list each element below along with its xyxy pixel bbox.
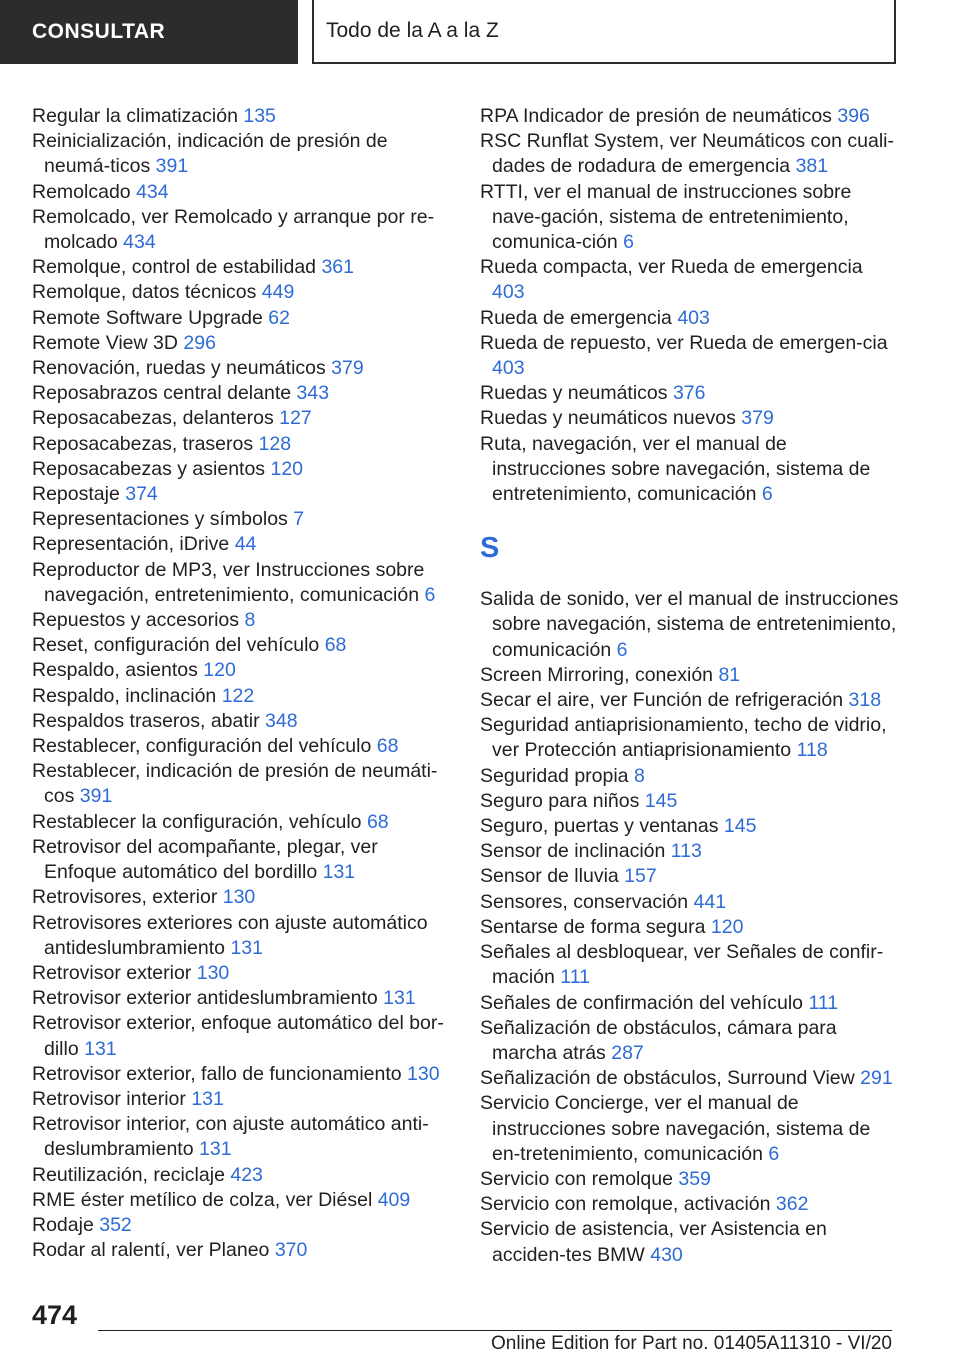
index-entry [32,1087,452,1112]
index-term: Retrovisor del acompañante, plegar, ver Enfoque automático del bordillo [32,835,378,884]
index-term: Representación, iDrive [32,533,230,556]
index-entry [32,507,452,532]
page-reference-link[interactable]: 130 [222,886,256,909]
index-entry [32,306,452,331]
page-reference-link[interactable]: 403 [492,281,525,304]
index-entry [32,1112,452,1162]
page-reference-link[interactable]: 361 [321,256,354,279]
index-term: Rueda compacta, ver Rueda de emergencia [480,256,863,279]
index-term: Seguridad antiaprisionamiento, techo de vidrio, ver Protección antiaprisionamiento [480,714,887,762]
index-term: Remolcado [32,180,131,203]
index-term: Restablecer, indicación de presión de neumáti-cos [32,760,438,808]
page-reference-link[interactable]: 343 [296,382,330,405]
index-term: Reposacabezas y asientos [32,457,266,480]
index-term: Señales de confirmación del vehículo [480,991,804,1014]
page-reference-link[interactable]: 359 [678,1167,711,1190]
page-reference-link[interactable]: 449 [261,281,295,304]
page-reference-link[interactable]: 122 [221,684,255,707]
index-entry [480,864,900,889]
index-entry [32,684,452,709]
index-entry [480,713,900,763]
index-term: Ruta, navegación, ver el manual de instrucciones sobre navegación, sistema de entretenimiento, comunicación [480,432,871,506]
page-reference-link[interactable]: 6 [761,483,773,506]
index-term: Señalización de obstáculos, Surround View [480,1067,855,1090]
index-entry [480,381,900,406]
index-entry [480,814,900,839]
index-entry [32,961,452,986]
index-entry [32,406,452,431]
index-entry [32,1163,452,1188]
index-term: Servicio con remolque [480,1167,673,1190]
page-reference-link[interactable]: 6 [424,583,436,606]
page-reference-link[interactable]: 287 [611,1041,644,1064]
index-entry [480,1066,900,1091]
page-reference-link[interactable]: 370 [274,1239,308,1262]
index-entry [32,734,452,759]
page-reference-link[interactable]: 381 [795,155,829,178]
page-reference-link[interactable]: 81 [718,663,741,686]
index-term: Respaldo, inclinación [32,684,217,707]
index-term: Sentarse de forma segura [480,915,706,938]
index-column-left [32,104,452,1263]
page-reference-link[interactable]: 403 [492,357,525,380]
page-reference-link[interactable]: 130 [407,1062,440,1085]
index-term: RSC Runflat System, ver Neumáticos con cuali-dades de rodadura de emergencia [480,130,894,178]
section-letter-s: S [480,532,500,565]
index-entry [32,356,452,381]
index-term: Retrovisores exteriores con ajuste automático antideslumbramiento [32,911,428,959]
index-term: Retrovisor exterior [32,961,192,984]
index-term: Reposacabezas, traseros [32,432,254,455]
index-term: Retrovisor interior [32,1087,186,1110]
page-reference-link[interactable]: 68 [366,810,389,833]
index-term: Renovación, ruedas y neumáticos [32,357,326,380]
index-entry [32,608,452,633]
index-entry [480,1167,900,1192]
index-term: Rodar al ralentí, ver Planeo [32,1239,270,1262]
index-term: Retrovisor exterior, fallo de funcionamiento [32,1062,402,1085]
index-term: Sensor de inclinación [480,840,666,863]
index-entry [480,663,900,688]
page-reference-link[interactable]: 8 [633,764,645,787]
page-reference-link[interactable]: 318 [848,689,882,712]
index-term: Screen Mirroring, conexión [480,663,714,686]
page-reference-link[interactable]: 441 [693,890,727,913]
index-term: Retrovisor exterior, enfoque automático del bor-dillo [32,1012,444,1060]
index-entry [32,911,452,961]
index-term: Retrovisor exterior antideslumbramiento [32,987,378,1010]
page-reference-link[interactable]: 127 [279,407,312,430]
index-entry [32,1188,452,1213]
index-entry [32,633,452,658]
page-reference-link[interactable]: 396 [837,105,870,127]
index-entry [480,406,900,431]
index-group-r [480,104,900,507]
page-reference-link[interactable]: 131 [84,1037,117,1060]
index-term: Respaldo, asientos [32,659,198,682]
page-reference-link[interactable]: 111 [808,991,839,1014]
index-entry [480,104,900,129]
index-entry [480,890,900,915]
page-reference-link[interactable]: 135 [243,105,276,127]
index-term: Reposabrazos central delante [32,382,292,405]
page-header [0,0,960,66]
index-term: Servicio de asistencia, ver Asistencia en acciden-tes BMW [480,1218,827,1266]
page-reference-link[interactable]: 44 [234,533,257,556]
index-term: RPA Indicador de presión de neumáticos [480,105,832,127]
section-tab [0,0,298,64]
page-reference-link[interactable]: 296 [183,331,216,354]
index-term: Repuestos y accesorios [32,609,240,632]
index-term: Seguro, puertas y ventanas [480,815,719,838]
index-entry [32,1213,452,1238]
index-entry [480,915,900,940]
page-reference-link[interactable]: 391 [155,155,189,178]
index-group-s [480,587,900,1267]
page-reference-link[interactable]: 145 [723,815,757,838]
page-reference-link[interactable]: 130 [196,961,230,984]
index-term: Repostaje [32,483,120,506]
index-term: Ruedas y neumáticos nuevos [480,407,736,430]
page-reference-link[interactable]: 113 [670,840,702,863]
index-term: Rueda de emergencia [480,306,672,329]
index-entry [32,558,452,608]
index-term: Secar el aire, ver Función de refrigeración [480,689,844,712]
index-entry [32,658,452,683]
index-entry [32,432,452,457]
page-reference-link[interactable]: 362 [775,1193,809,1216]
page-reference-link[interactable]: 434 [123,231,156,254]
page-reference-link[interactable]: 120 [203,659,236,682]
page-number: 474 [32,1300,78,1330]
index-term: Restablecer, configuración del vehículo [32,735,372,758]
index-entry [32,104,452,129]
index-term: Remolcado, ver Remolcado y arranque por re-molcado [32,205,435,254]
index-entry [32,532,452,557]
index-term: Remolque, control de estabilidad [32,256,317,279]
index-term: Sensor de lluvia [480,865,619,888]
page-reference-link[interactable]: 379 [331,357,364,380]
index-entry [480,940,900,990]
index-term: Señalización de obstáculos, cámara para marcha atrás [480,1016,837,1064]
index-term: Retrovisor interior, con ajuste automático anti-deslumbramiento [32,1113,429,1161]
index-term: Salida de sonido, ver el manual de instrucciones sobre navegación, sistema de entretenimiento, comunicación [480,588,899,661]
index-term: Rueda de repuesto, ver Rueda de emergen-cia [480,331,888,354]
index-entry [32,835,452,885]
index-entry [480,129,900,179]
page-reference-link[interactable]: 6 [768,1142,780,1165]
page-reference-link[interactable]: 118 [796,739,828,762]
index-entry [32,381,452,406]
index-entry [32,885,452,910]
index-entry [32,482,452,507]
index-term: Servicio con remolque, activación [480,1193,771,1216]
page-reference-link[interactable]: 7 [293,508,305,531]
page-reference-link[interactable]: 62 [268,306,290,329]
index-entry [32,759,452,809]
edition-note: Online Edition for Part no. 01405A11310 - VI/20 [490,1333,892,1354]
page-reference-link[interactable]: 128 [258,432,292,455]
index-term: Sensores, conservación [480,890,689,913]
index-term: Remote Software Upgrade [32,306,263,329]
page-reference-link[interactable]: 391 [79,785,113,808]
page-reference-link[interactable]: 157 [624,865,657,888]
section-title: CONSULTAR [32,20,166,43]
index-entry [480,306,900,331]
index-entry [480,789,900,814]
index-entry [480,991,900,1016]
page-reference-link[interactable]: 291 [860,1067,893,1090]
index-term: Regular la climatización [32,105,238,127]
chapter-title: Todo de la A a la Z [326,19,499,42]
index-entry [32,1011,452,1061]
index-entry [480,432,900,508]
page-reference-link[interactable]: 352 [99,1213,132,1236]
index-term: Señales al desbloquear, ver Señales de confir-mación [480,941,884,989]
index-entry [32,1062,452,1087]
page-reference-link[interactable]: 131 [383,987,416,1010]
page-reference-link[interactable]: 120 [710,915,744,938]
index-entry [480,1217,900,1267]
index-term: Reproductor de MP3, ver Instrucciones sobre navegación, entretenimiento, comunicación [32,558,425,606]
index-term: Reinicialización, indicación de presión de neumá-ticos [32,130,388,178]
index-entry [480,180,900,256]
index-term: Rodaje [32,1213,94,1236]
index-entry [32,129,452,179]
page-reference-link[interactable]: 376 [672,382,706,405]
index-entry [480,688,900,713]
index-entry [32,280,452,305]
index-entry [480,255,900,305]
index-term: Retrovisores, exterior [32,886,218,909]
page-reference-link[interactable]: 131 [230,936,263,959]
page-reference-link[interactable]: 348 [265,709,298,732]
index-column-right [480,104,900,1268]
page-reference-link[interactable]: 120 [270,457,304,480]
index-entry [32,255,452,280]
index-entry [32,457,452,482]
index-term: RME éster metílico de colza, ver Diésel [32,1188,373,1211]
index-term: Servicio Concierge, ver el manual de instrucciones sobre navegación, sistema de en-tretenimiento, comunicación [480,1092,871,1165]
index-entry [480,331,900,381]
page-reference-link[interactable]: 131 [191,1087,224,1110]
index-term: Seguro para niños [480,789,640,812]
index-entry [480,1091,900,1167]
index-term: Restablecer la configuración, vehículo [32,810,362,833]
index-term: Respaldos traseros, abatir [32,709,260,732]
index-term: Seguridad propia [480,764,629,787]
index-term: Reset, configuración del vehículo [32,634,320,657]
page-reference-link[interactable]: 8 [244,609,256,632]
index-entry [32,986,452,1011]
page-reference-link[interactable]: 145 [644,789,678,812]
page-reference-link[interactable]: 131 [322,861,356,884]
index-term: Remolque, datos técnicos [32,281,257,304]
index-term: RTTI, ver el manual de instrucciones sobre nave-gación, sistema de entretenimiento, comunica-ción [480,180,852,254]
index-entry [32,709,452,734]
page-reference-link[interactable]: 409 [377,1188,411,1211]
index-entry [480,1192,900,1217]
page-reference-link[interactable]: 423 [230,1163,263,1186]
index-term: Remote View 3D [32,331,178,354]
index-term: Ruedas y neumáticos [480,382,668,405]
index-entry [480,1016,900,1066]
index-entry [32,331,452,356]
index-entry [480,839,900,864]
page-reference-link[interactable]: 403 [677,306,710,329]
chapter-tab [312,0,896,64]
index-entry [32,205,452,255]
index-entry [32,1238,452,1263]
index-entry [480,764,900,789]
page-reference-link[interactable]: 434 [136,180,169,203]
page-reference-link[interactable]: 68 [376,735,399,758]
index-term: Reposacabezas, delanteros [32,407,274,430]
footer-divider [98,1330,892,1331]
page-reference-link[interactable]: 374 [125,483,158,506]
page-reference-link[interactable]: 111 [560,966,590,989]
index-entry [480,587,900,663]
index-entry [32,180,452,205]
index-term: Representaciones y símbolos [32,508,288,531]
page-reference-link[interactable]: 131 [199,1138,232,1161]
page-reference-link[interactable]: 68 [324,634,347,657]
index-term: Reutilización, reciclaje [32,1163,225,1186]
page-reference-link[interactable]: 6 [623,231,635,254]
page-reference-link[interactable]: 6 [616,638,628,661]
index-entry [32,810,452,835]
page-reference-link[interactable]: 430 [650,1243,683,1266]
page-reference-link[interactable]: 379 [741,407,774,430]
